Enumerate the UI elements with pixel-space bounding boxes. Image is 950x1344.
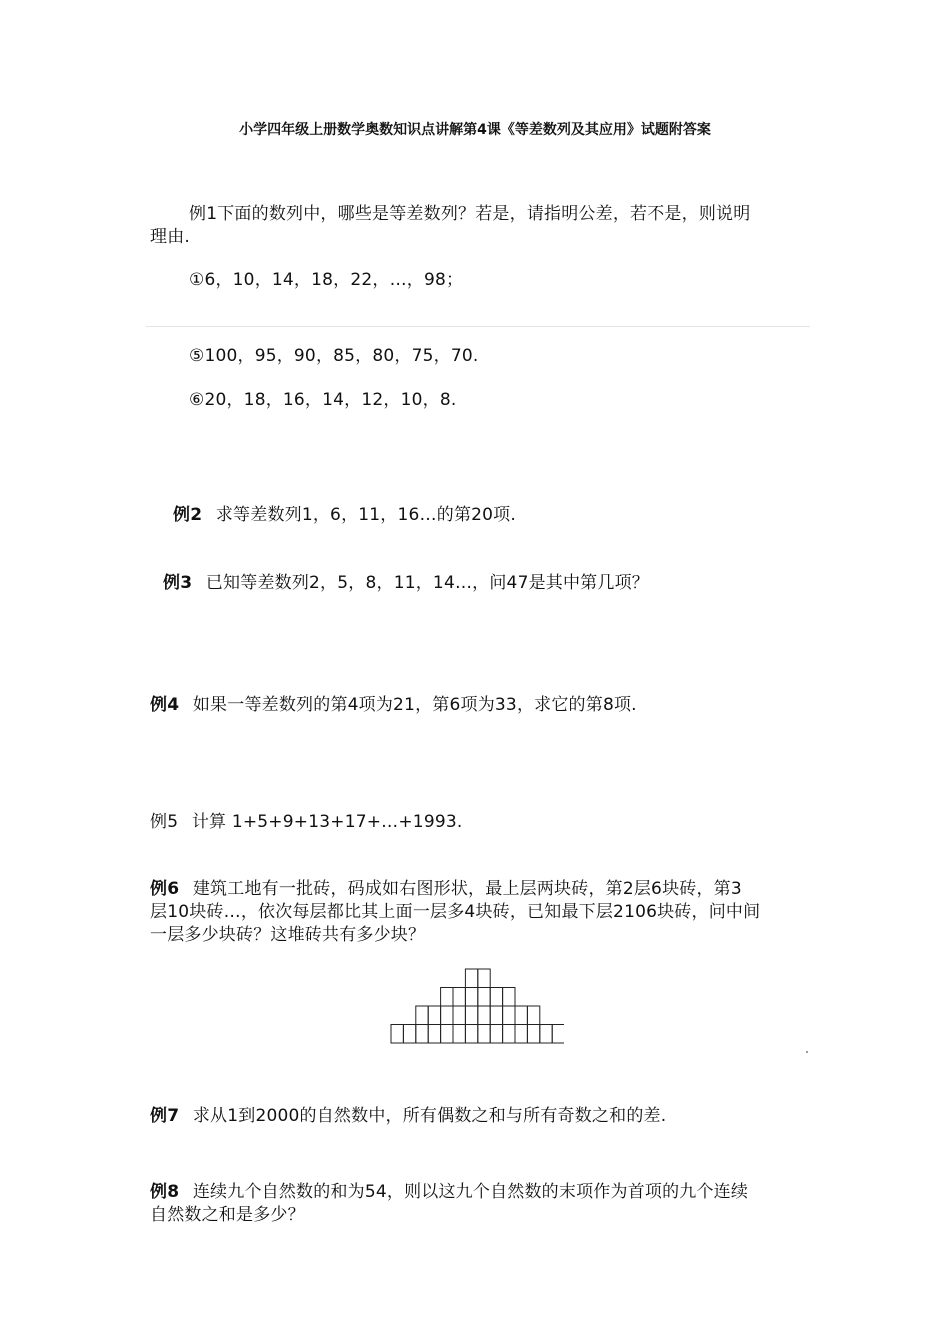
brick (503, 1006, 515, 1025)
ex2-label: 例2 (173, 505, 203, 525)
stray-mark (806, 1051, 808, 1053)
brick (478, 1006, 490, 1025)
separator-line (146, 326, 810, 327)
brick (428, 1006, 440, 1025)
brick (465, 1025, 477, 1044)
brick (453, 1025, 465, 1044)
ex8-line2: 自然数之和是多少？ (150, 1205, 305, 1225)
brick (453, 988, 465, 1007)
ex7-text: 求从1到2000的自然数中，所有偶数之和与所有奇数之和的差. (192, 1106, 667, 1126)
brick-pyramid-figure (390, 968, 564, 1046)
ex6-line3: 一层多少块砖？这堆砖共有多少块？ (150, 925, 426, 945)
ex1-line1: 例1下面的数列中，哪些是等差数列？若是，请指明公差，若不是，则说明 (189, 204, 751, 224)
brick (465, 969, 477, 988)
brick (441, 1006, 453, 1025)
ex8-label: 例8 (150, 1182, 180, 1202)
brick (453, 1006, 465, 1025)
ex3-label: 例3 (163, 573, 193, 593)
brick (441, 1025, 453, 1044)
brick (503, 988, 515, 1007)
brick (391, 1025, 403, 1044)
ex6-line2: 层10块砖…，依次每层都比其上面一层多4块砖，已知最下层2106块砖，问中间 (150, 902, 761, 922)
ex6-label: 例6 (150, 879, 180, 899)
brick (478, 988, 490, 1007)
brick (490, 988, 502, 1007)
brick (490, 1006, 502, 1025)
brick (503, 1025, 515, 1044)
brick (465, 1006, 477, 1025)
ex6-line1: 建筑工地有一批砖，码成如右图形状，最上层两块砖，第2层6块砖，第3 (192, 879, 742, 899)
ex6-line1-row (150, 874, 742, 899)
brick (478, 1025, 490, 1044)
brick (552, 1025, 564, 1044)
ex3-text: 已知等差数列2，5，8，11，14…，问47是其中第几项？ (205, 573, 649, 593)
ex4-row (150, 690, 637, 715)
brick (465, 988, 477, 1007)
ex3-row (163, 568, 649, 593)
brick (441, 988, 453, 1007)
ex4-text: 如果一等差数列的第4项为21，第6项为33，求它的第8项. (192, 695, 637, 715)
brick (428, 1025, 440, 1044)
ex5-label: 例5 (150, 812, 179, 832)
ex4-label: 例4 (150, 695, 180, 715)
ex8-line1-row (150, 1177, 748, 1202)
ex2-row (173, 500, 516, 525)
brick (416, 1025, 428, 1044)
brick-grid (391, 969, 564, 1043)
ex5-text: 计算 1+5+9+13+17+…+1993. (191, 812, 463, 832)
document-title: 小学四年级上册数学奥数知识点讲解第4课《等差数列及其应用》试题附答案 (239, 122, 711, 138)
ex7-row (150, 1101, 666, 1126)
brick (527, 1025, 539, 1044)
ex8-line1: 连续九个自然数的和为54，则以这九个自然数的末项作为首项的九个连续 (192, 1182, 749, 1202)
ex1-item1: ①6，10，14，18，22，…，98； (189, 270, 464, 290)
ex2-text: 求等差数列1，6，11，16…的第20项. (215, 505, 516, 525)
brick (490, 1025, 502, 1044)
brick (478, 969, 490, 988)
brick (416, 1006, 428, 1025)
ex7-label: 例7 (150, 1106, 180, 1126)
brick (403, 1025, 415, 1044)
ex5-row (150, 807, 462, 832)
brick (527, 1006, 539, 1025)
brick (540, 1025, 552, 1044)
ex1-line2: 理由. (150, 227, 191, 247)
brick (515, 1006, 527, 1025)
ex1-item6: ⑥20，18，16，14，12，10，8. (189, 390, 457, 410)
brick (515, 1025, 527, 1044)
ex1-item5: ⑤100，95，90，85，80，75，70. (189, 346, 479, 366)
